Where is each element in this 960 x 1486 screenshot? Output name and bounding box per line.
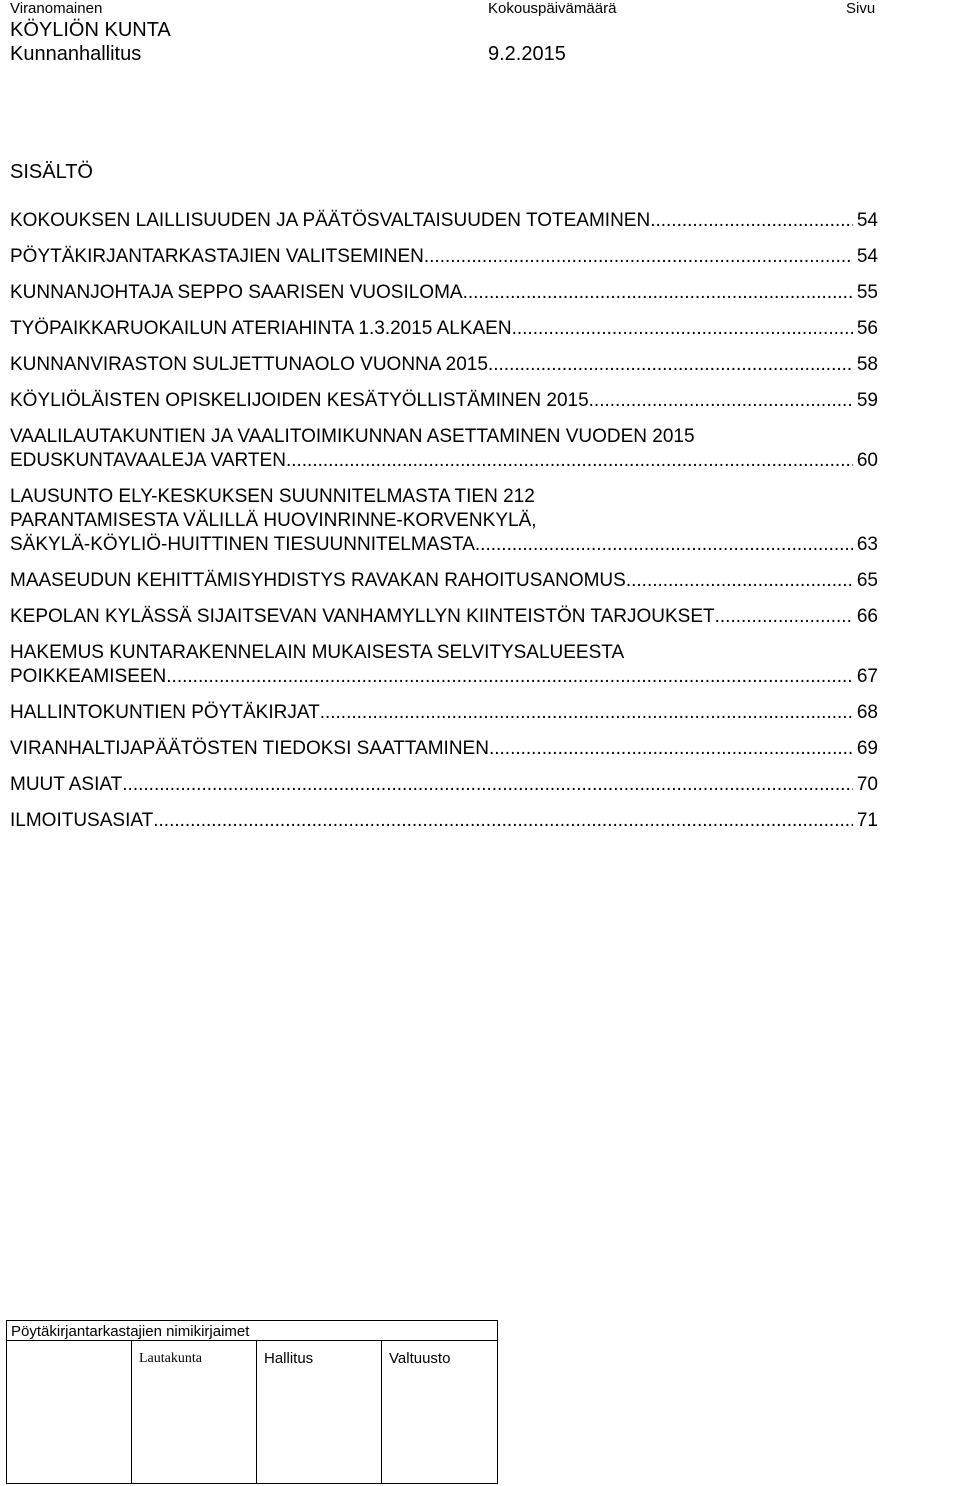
meeting-date: 9.2.2015 <box>488 43 566 65</box>
authority-label: Viranomainen <box>10 0 103 17</box>
toc-entry[interactable] <box>10 389 878 413</box>
toc-dot-leader <box>122 773 853 797</box>
body-name: Kunnanhallitus <box>10 43 142 65</box>
toc-entry-line <box>10 209 878 233</box>
toc-entry-line <box>10 665 878 689</box>
toc-page-number: 63 <box>856 534 878 555</box>
toc-entry[interactable] <box>10 317 878 341</box>
toc-entry-title: PARANTAMISESTA VÄLILLÄ HUOVINRINNE-KORVENKYLÄ, <box>10 510 537 531</box>
toc-entry-title: PÖYTÄKIRJANTARKASTAJIEN VALITSEMINEN <box>10 246 424 267</box>
toc-entry-line <box>10 485 878 509</box>
toc-entry-line <box>10 533 878 557</box>
toc-entry-title: KUNNANVIRASTON SULJETTUNAOLO VUONNA 2015 <box>10 354 488 375</box>
toc-page-number: 55 <box>856 282 878 303</box>
toc-dot-leader <box>153 809 853 833</box>
toc-dot-leader <box>489 737 853 761</box>
toc-entry-title: VAALILAUTAKUNTIEN JA VAALITOIMIKUNNAN ASETTAMINEN VUODEN 2015 <box>10 426 695 447</box>
toc-entry-line <box>10 773 878 797</box>
toc-entry-title: HAKEMUS KUNTARAKENNELAIN MUKAISESTA SELVITYSALUEESTA <box>10 642 625 663</box>
toc-entry[interactable] <box>10 737 878 761</box>
toc-entry-line <box>10 809 878 833</box>
toc-entry-title: POIKKEAMISEEN <box>10 666 167 687</box>
signature-column-label: Valtuusto <box>389 1350 451 1367</box>
toc-dot-leader <box>589 389 853 413</box>
toc-page-number: 71 <box>856 810 878 831</box>
toc-entry-title: HALLINTOKUNTIEN PÖYTÄKIRJAT <box>10 702 320 723</box>
toc-entry-title: ILMOITUSASIAT <box>10 810 154 831</box>
toc-entry-title: MUUT ASIAT <box>10 774 123 795</box>
toc-entry[interactable] <box>10 485 878 557</box>
toc-entry[interactable] <box>10 353 878 377</box>
toc-dot-leader <box>286 449 853 473</box>
toc-entry-line <box>10 281 878 305</box>
toc-title: SISÄLTÖ <box>10 161 93 183</box>
toc-dot-leader <box>320 701 853 725</box>
page-label: Sivu <box>846 0 876 17</box>
signature-cell-hallitus <box>257 1341 382 1484</box>
toc-entry-title: KUNNANJOHTAJA SEPPO SAARISEN VUOSILOMA <box>10 282 463 303</box>
signature-cell-valtuusto <box>382 1341 497 1484</box>
toc-entry[interactable] <box>10 245 878 269</box>
toc-entry[interactable] <box>10 773 878 797</box>
toc-page-number: 69 <box>856 738 878 759</box>
toc-entry-title: MAASEUDUN KEHITTÄMISYHDISTYS RAVAKAN RAHOITUSANOMUS <box>10 570 626 591</box>
toc-entry[interactable] <box>10 569 878 593</box>
signature-title: Pöytäkirjantarkastajien nimikirjaimet <box>11 1323 250 1340</box>
toc-page-number: 58 <box>856 354 878 375</box>
signature-column-label: Lautakunta <box>139 1351 202 1366</box>
signature-cell-lautakunta <box>132 1341 257 1484</box>
toc-dot-leader <box>715 605 853 629</box>
toc-entry-line <box>10 737 878 761</box>
toc-entry[interactable] <box>10 701 878 725</box>
toc-dot-leader <box>166 665 853 689</box>
toc-dot-leader <box>626 569 853 593</box>
toc-entry[interactable] <box>10 281 878 305</box>
signature-box <box>6 1320 498 1484</box>
toc-entry-line <box>10 425 878 449</box>
toc-dot-leader <box>488 353 853 377</box>
table-of-contents <box>10 209 878 845</box>
toc-entry-title: VIRANHALTIJAPÄÄTÖSTEN TIEDOKSI SAATTAMINEN <box>10 738 489 759</box>
toc-entry-title: SÄKYLÄ-KÖYLIÖ-HUITTINEN TIESUUNNITELMASTA <box>10 534 475 555</box>
toc-entry-title: EDUSKUNTAVAALEJA VARTEN <box>10 450 286 471</box>
toc-page-number: 70 <box>856 774 878 795</box>
toc-entry[interactable] <box>10 641 878 689</box>
toc-page-number: 67 <box>856 666 878 687</box>
toc-entry-line <box>10 245 878 269</box>
toc-entry-line <box>10 449 878 473</box>
toc-dot-leader <box>424 245 853 269</box>
toc-entry-line <box>10 353 878 377</box>
toc-entry-line <box>10 389 878 413</box>
toc-page-number: 60 <box>856 450 878 471</box>
toc-entry[interactable] <box>10 425 878 473</box>
signature-grid <box>7 1340 497 1484</box>
toc-page-number: 59 <box>856 390 878 411</box>
toc-page-number: 56 <box>856 318 878 339</box>
toc-entry-line <box>10 701 878 725</box>
toc-entry-title: TYÖPAIKKARUOKAILUN ATERIAHINTA 1.3.2015 ALKAEN <box>10 318 512 339</box>
toc-dot-leader <box>650 209 853 233</box>
toc-page-number: 68 <box>856 702 878 723</box>
toc-page-number: 54 <box>856 210 878 231</box>
toc-dot-leader <box>475 533 853 557</box>
toc-entry-title: KÖYLIÖLÄISTEN OPISKELIJOIDEN KESÄTYÖLLISTÄMINEN 2015 <box>10 390 589 411</box>
toc-entry-line <box>10 569 878 593</box>
toc-entry-title: KOKOUKSEN LAILLISUUDEN JA PÄÄTÖSVALTAISUUDEN TOTEAMINEN <box>10 210 651 231</box>
meeting-date-label: Kokouspäivämäärä <box>488 0 617 17</box>
toc-entry[interactable] <box>10 809 878 833</box>
toc-page-number: 54 <box>856 246 878 267</box>
toc-entry[interactable] <box>10 605 878 629</box>
toc-page-number: 66 <box>856 606 878 627</box>
toc-entry-line <box>10 509 878 533</box>
toc-dot-leader <box>512 317 853 341</box>
toc-entry-line <box>10 317 878 341</box>
organization-name: KÖYLIÖN KUNTA <box>10 19 171 41</box>
toc-entry-line <box>10 605 878 629</box>
toc-dot-leader <box>463 281 853 305</box>
signature-column-label: Hallitus <box>264 1350 314 1367</box>
toc-entry[interactable] <box>10 209 878 233</box>
toc-entry-title: KEPOLAN KYLÄSSÄ SIJAITSEVAN VANHAMYLLYN KIINTEISTÖN TARJOUKSET <box>10 606 715 627</box>
signature-cell-blank <box>7 1341 132 1484</box>
toc-page-number: 65 <box>856 570 878 591</box>
toc-entry-line <box>10 641 878 665</box>
toc-entry-title: LAUSUNTO ELY-KESKUKSEN SUUNNITELMASTA TIEN 212 <box>10 486 535 507</box>
